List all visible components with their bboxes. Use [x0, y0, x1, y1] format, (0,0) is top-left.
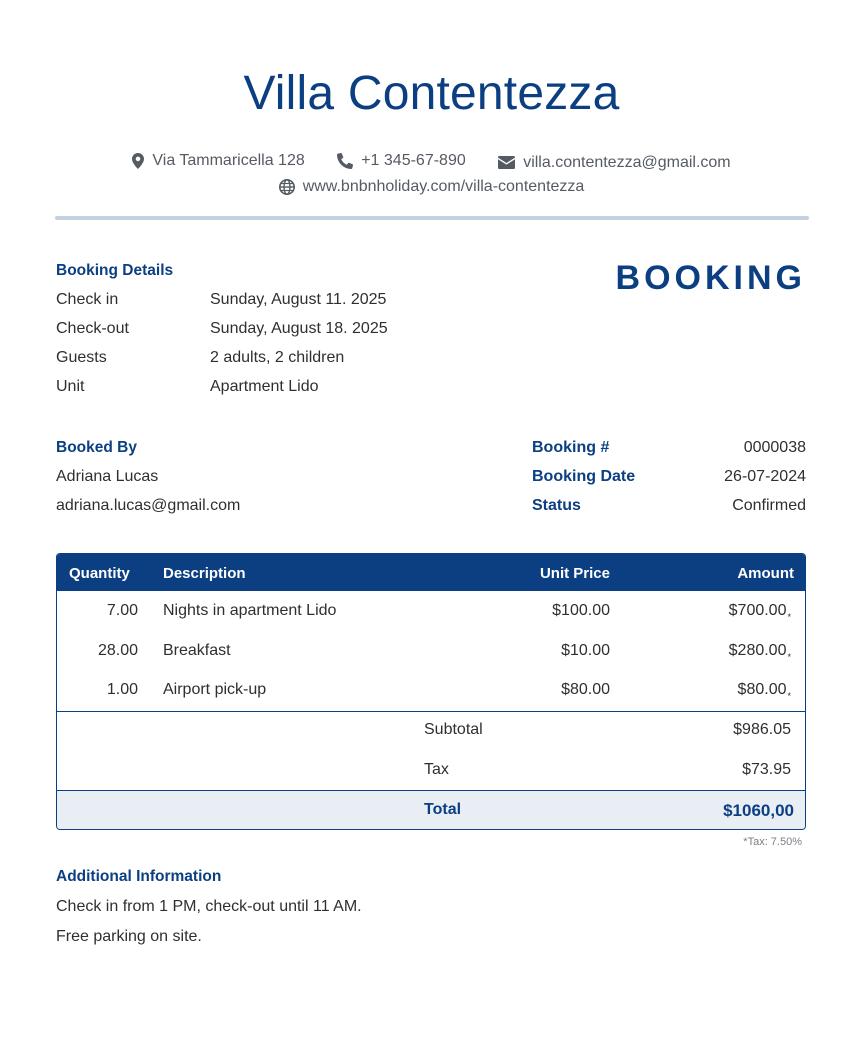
cell-unit-price: $10.00 — [561, 642, 610, 659]
additional-info-line: Free parking on site. — [56, 928, 202, 945]
detail-value: Sunday, August 11. 2025 — [210, 291, 387, 308]
detail-value: 2 adults, 2 children — [210, 349, 345, 366]
phone-item — [337, 152, 466, 170]
tax-value: $73.95 — [742, 761, 791, 778]
detail-label: Guests — [56, 349, 107, 366]
phone-text: +1 345-67-890 — [361, 152, 466, 169]
booked-by-heading: Booked By — [56, 439, 137, 456]
website-item — [279, 178, 585, 196]
header-description: Description — [163, 565, 246, 582]
email-text: villa.contentezza@gmail.com — [523, 153, 731, 171]
table-row — [57, 632, 805, 671]
table-header — [57, 554, 805, 591]
cell-amount: $700.00* — [728, 602, 791, 622]
additional-info-heading: Additional Information — [56, 868, 222, 885]
cell-description: Airport pick-up — [163, 681, 267, 698]
guest-email: adriana.lucas@gmail.com — [56, 497, 241, 514]
website-line — [0, 178, 863, 200]
tax-row — [57, 751, 805, 790]
detail-label: Check-out — [56, 320, 129, 337]
items-table — [56, 553, 806, 830]
header-unit-price: Unit Price — [539, 565, 610, 582]
cell-unit-price: $100.00 — [552, 602, 610, 619]
cell-amount: $80.00* — [737, 681, 791, 701]
document-type-title: BOOKING — [615, 259, 806, 297]
tax-footnote: *Tax: 7.50% — [743, 836, 802, 848]
header-amount: Amount — [737, 565, 794, 582]
subtotal-label: Subtotal — [424, 721, 483, 738]
header-divider — [55, 216, 809, 220]
total-row — [57, 790, 805, 830]
booking-date-value: 26-07-2024 — [724, 468, 806, 485]
cell-quantity: 7.00 — [106, 602, 138, 619]
guest-name: Adriana Lucas — [56, 468, 159, 485]
subtotal-row — [57, 711, 805, 750]
website-text: www.bnbnholiday.com/villa-contentezza — [302, 178, 585, 195]
hotel-title: Villa Contentezza — [243, 67, 620, 120]
cell-description: Nights in apartment Lido — [163, 602, 337, 619]
status-label: Status — [532, 497, 581, 514]
tax-label: Tax — [424, 761, 449, 778]
header-quantity: Quantity — [69, 565, 130, 582]
address-text: Via Tammaricella 128 — [152, 152, 305, 169]
booking-details-heading: Booking Details — [56, 262, 174, 279]
map-pin-icon — [132, 153, 144, 169]
cell-quantity: 1.00 — [106, 681, 138, 698]
envelope-icon — [498, 156, 515, 169]
subtotal-value: $986.05 — [733, 721, 791, 738]
detail-value: Apartment Lido — [210, 378, 319, 395]
total-value: $1060,00 — [723, 801, 794, 820]
table-row — [57, 592, 805, 631]
detail-value: Sunday, August 18. 2025 — [210, 320, 388, 337]
cell-unit-price: $80.00 — [561, 681, 610, 698]
email-item — [498, 154, 730, 172]
booking-number-value: 0000038 — [743, 439, 806, 456]
detail-label: Unit — [56, 378, 85, 395]
total-label: Total — [424, 801, 462, 818]
detail-label: Check in — [56, 291, 119, 308]
booking-number-label: Booking # — [532, 439, 610, 456]
phone-icon — [337, 153, 353, 169]
globe-icon — [279, 179, 295, 195]
booking-date-label: Booking Date — [532, 468, 636, 485]
address-item — [132, 152, 304, 170]
cell-description: Breakfast — [163, 642, 231, 659]
status-value: Confirmed — [732, 497, 806, 514]
cell-quantity: 28.00 — [97, 642, 138, 659]
contact-line — [0, 152, 863, 174]
cell-amount: $280.00* — [728, 642, 791, 662]
table-row — [57, 671, 805, 710]
additional-info-line: Check in from 1 PM, check-out until 11 AM. — [56, 898, 362, 915]
